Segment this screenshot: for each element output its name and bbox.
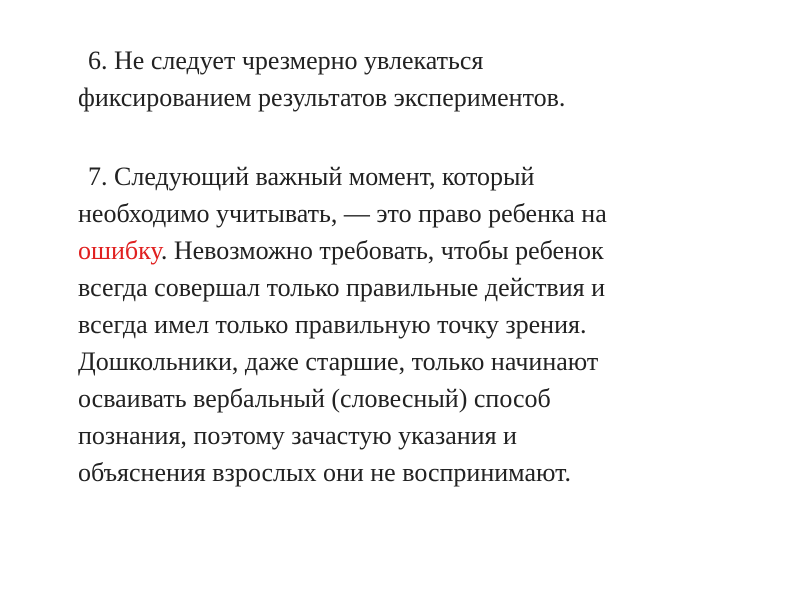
paragraph-6-line-1	[78, 42, 738, 79]
paragraph-7-line-2: необходимо учитывать, — это право ребенка на	[78, 199, 607, 228]
highlighted-word: ошибку	[78, 236, 161, 265]
paragraph-7-line-3-rest: . Невозможно требовать, чтобы ребенок	[160, 236, 604, 265]
paragraph-7-line-1	[78, 158, 738, 195]
paragraph-7-line-7: осваивать вербальный (словесный) способ	[78, 384, 551, 413]
paragraph-7-line-1-text: 7. Следующий важный момент, который	[88, 162, 535, 191]
paragraph-7-line-8: познания, поэтому зачастую указания и	[78, 421, 517, 450]
paragraph-7-line-6: Дошкольники, даже старшие, только начинают	[78, 347, 599, 376]
paragraph-7-line-4: всегда совершал только правильные действия и	[78, 273, 605, 302]
paragraph-7-line-5: всегда имел только правильную точку зрения.	[78, 310, 587, 339]
paragraph-7	[78, 158, 738, 491]
paragraph-7-line-3	[78, 232, 738, 269]
paragraph-6-line-2: фиксированием результатов экспериментов.	[78, 83, 566, 112]
paragraph-6-line-1-text: 6. Не следует чрезмерно увлекаться	[88, 46, 484, 75]
paragraph-7-line-9: объяснения взрослых они не воспринимают.	[78, 458, 571, 487]
paragraph-6	[78, 42, 738, 116]
